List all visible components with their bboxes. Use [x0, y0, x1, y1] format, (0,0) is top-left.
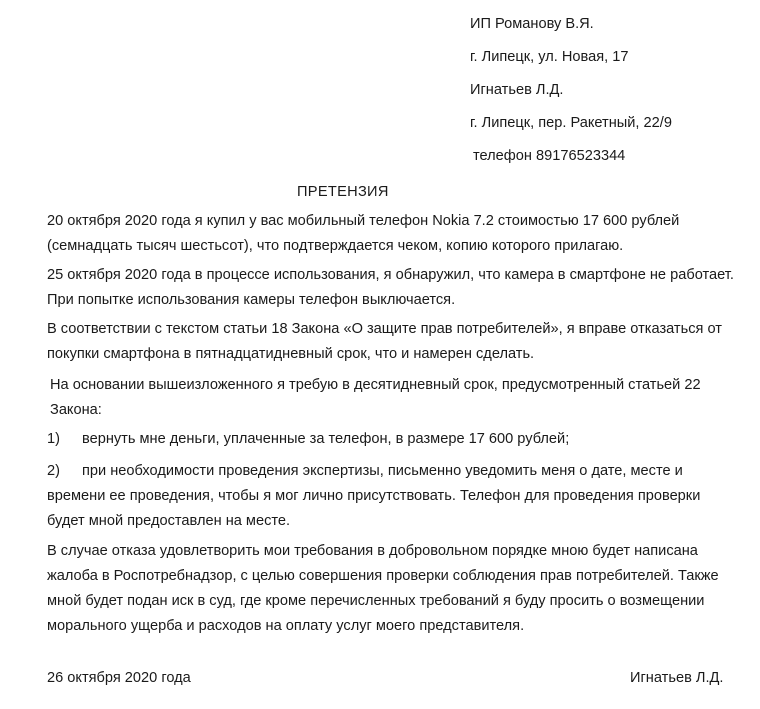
list-item-text: при необходимости проведения экспертизы, письменно уведомить меня о дате, месте и времени ее проведения, чтобы я мог лично присутствовать. Телефон для проведения проверки будет мной предоставлен на месте.	[47, 463, 701, 529]
list-item-number: 1)	[47, 431, 60, 447]
recipient-name: ИП Романову В.Я.	[470, 16, 594, 32]
paragraph-closing: В случае отказа удовлетворить мои требования в добровольном порядке мною будет написана жалоба в Роспотребнадзор, с целью совершения проверки соблюдения прав потребителей. Также мной будет подан иск в суд, где кроме перечисленных требований я буду просить о возмещении морального ущерба и расходов на оплату услуг моего представителя.	[47, 543, 719, 634]
paragraph-defect: 25 октября 2020 года в процессе использования, я обнаружил, что камера в смартфоне не работает. При попытке использования камеры телефон выключается.	[47, 267, 734, 308]
recipient-address: г. Липецк, ул. Новая, 17	[470, 49, 629, 65]
paragraph-law: В соответствии с текстом статьи 18 Закона «О защите прав потребителей», я вправе отказаться от покупки смартфона в пятнадцатидневный срок, что и намерен сделать.	[47, 321, 722, 362]
list-item	[47, 459, 737, 534]
paragraph-demand-intro: На основании вышеизложенного я требую в десятидневный срок, предусмотренный статьей 22 Закона:	[50, 377, 701, 418]
document-title: ПРЕТЕНЗИЯ	[297, 184, 389, 200]
list-item-number: 2)	[47, 463, 60, 479]
footer-date: 26 октября 2020 года	[47, 670, 191, 686]
list-item-text: вернуть мне деньги, уплаченные за телефон, в размере 17 600 рублей;	[82, 431, 570, 447]
sender-name: Игнатьев Л.Д.	[470, 82, 564, 98]
sender-phone: телефон 89176523344	[473, 148, 626, 164]
paragraph-purchase: 20 октября 2020 года я купил у вас мобильный телефон Nokia 7.2 стоимостью 17 600 рублей (семнадцать тысяч шестьсот), что подтверждается чеком, копию которого прилагаю.	[47, 213, 680, 254]
footer-signature: Игнатьев Л.Д.	[630, 670, 724, 686]
sender-address: г. Липецк, пер. Ракетный, 22/9	[470, 115, 672, 131]
list-item	[47, 427, 737, 452]
